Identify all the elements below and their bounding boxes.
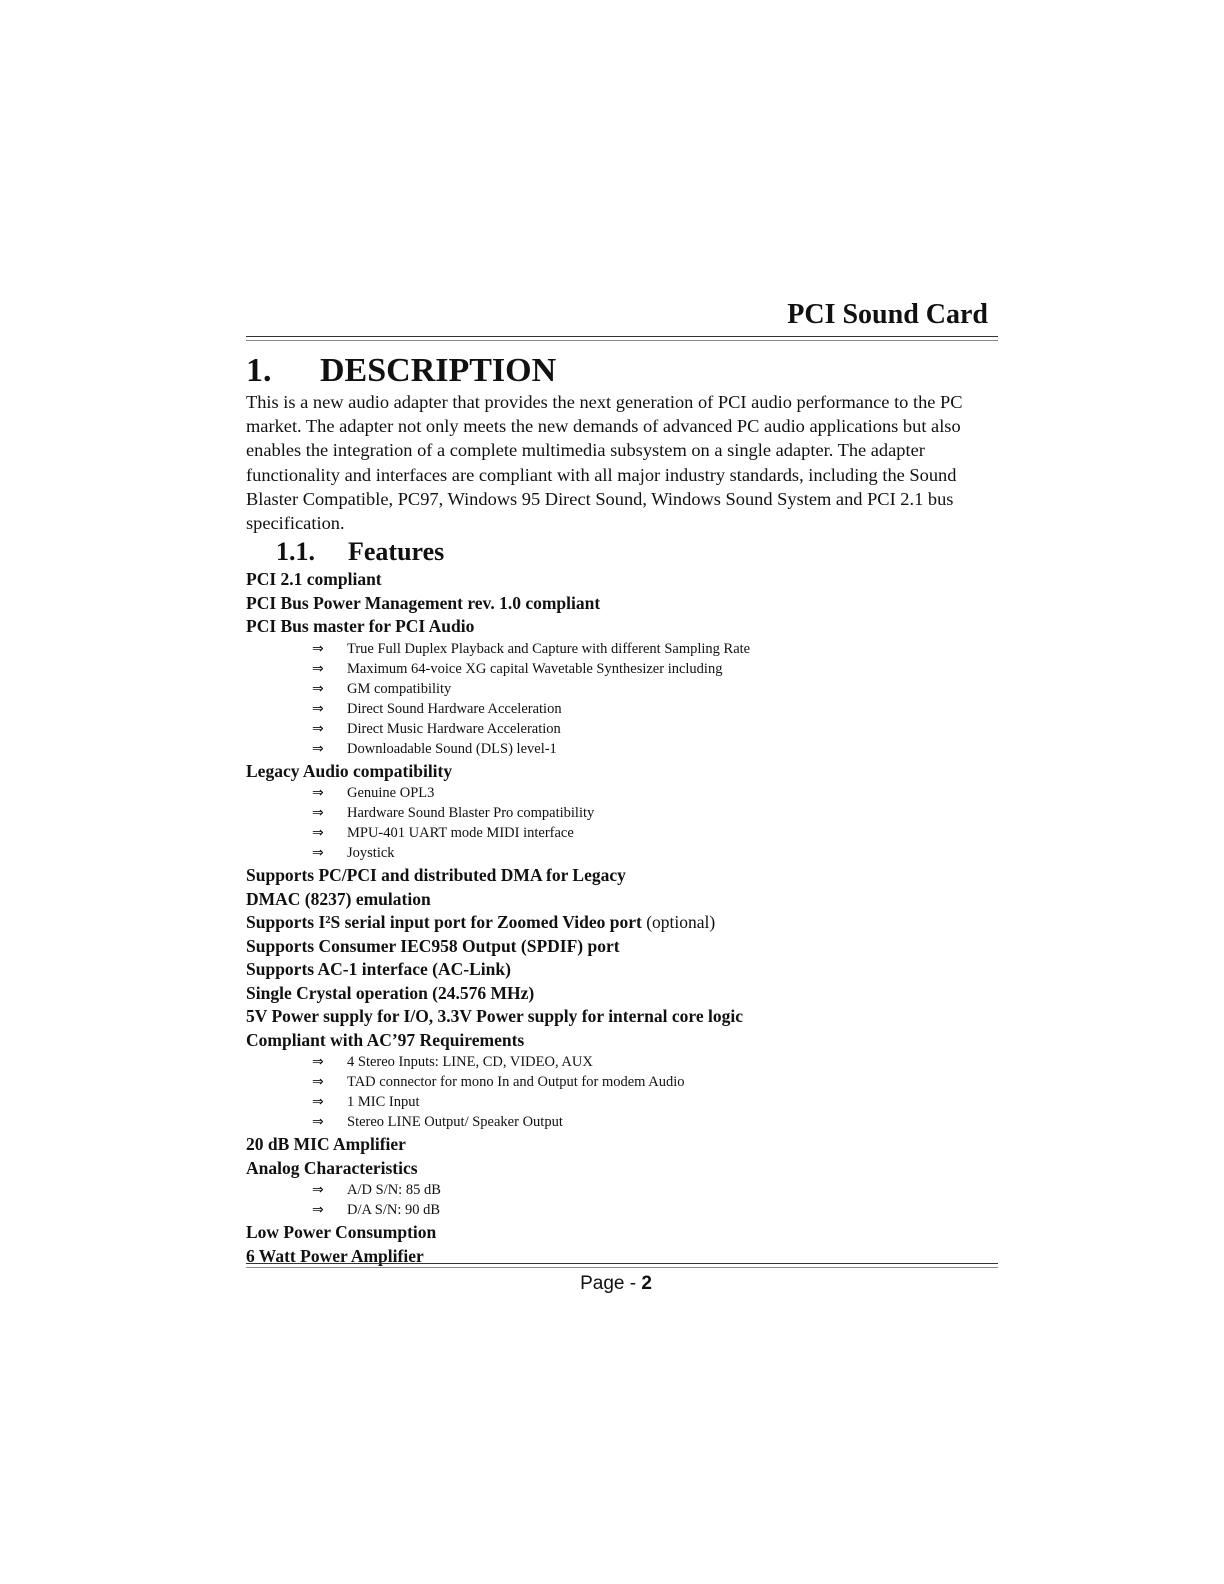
feature-subitem [312, 1072, 986, 1092]
header-rule-secondary [246, 340, 998, 341]
arrow-icon: ⇒ [312, 1074, 324, 1090]
feature-item [246, 1157, 986, 1181]
section-title [246, 351, 556, 391]
feature-text: PCI 2.1 compliant [246, 569, 382, 589]
feature-item [246, 568, 986, 592]
page-label: Page - [580, 1273, 637, 1294]
feature-subitem-text: Direct Music Hardware Acceleration [347, 720, 561, 737]
feature-subitem [312, 1052, 986, 1072]
feature-subitem [312, 803, 986, 823]
feature-subitem-text: MPU-401 UART mode MIDI interface [347, 825, 574, 841]
footer-rule-secondary [246, 1267, 998, 1268]
feature-text: Analog Characteristics [246, 1157, 418, 1178]
feature-subitem [312, 739, 986, 759]
subsection-title [276, 536, 444, 568]
header-rule [246, 336, 998, 337]
arrow-icon: ⇒ [312, 1202, 324, 1218]
feature-subitem [312, 1200, 986, 1220]
description-paragraph: This is a new audio adapter that provides the next generation of PCI audio performance to the PC market. The adapter not only meets the new demands of advanced PC audio applications but also enables the integration of a complete multimedia subsystem on a single adapter. The adapter functionality and interfaces are compliant with all major industry standards, including the Sound Blaster Compatible, PC97, Windows 95 Direct Sound, Windows Sound System and PCI 2.1 bus specification. [246, 392, 963, 534]
feature-text: 20 dB MIC Amplifier [246, 1134, 406, 1154]
feature-subitem [312, 1092, 986, 1112]
feature-subitem-text: GM compatibility [347, 680, 452, 697]
feature-text: 6 Watt Power Amplifier [246, 1245, 424, 1266]
feature-item [246, 935, 986, 959]
arrow-icon: ⇒ [312, 825, 324, 841]
arrow-icon: ⇒ [312, 1182, 324, 1198]
arrow-icon: ⇒ [312, 1094, 324, 1110]
feature-subitem-text: Joystick [347, 845, 395, 861]
feature-sublist [246, 1052, 986, 1132]
feature-subitem-text: Stereo LINE Output/ Speaker Output [347, 1114, 563, 1130]
section-number: 1. [246, 352, 272, 389]
section-heading: DESCRIPTION [320, 352, 557, 389]
page-footer [546, 1272, 686, 1296]
feature-subitem-text: Maximum 64-voice XG capital Wavetable Synthesizer including [347, 660, 723, 677]
feature-text: Legacy Audio compatibility [246, 760, 453, 781]
feature-item [246, 615, 986, 639]
feature-subitem-text: A/D S/N: 85 dB [347, 1182, 441, 1198]
feature-subitem [312, 659, 986, 679]
feature-item [246, 864, 986, 888]
feature-subitem-text: 1 MIC Input [347, 1094, 420, 1110]
feature-subitem [312, 639, 986, 659]
feature-text: DMAC (8237) emulation [246, 888, 431, 909]
feature-subitem [312, 699, 986, 719]
feature-note: (optional) [646, 912, 716, 932]
feature-item [246, 760, 986, 784]
feature-text: Supports PC/PCI and distributed DMA for Legacy [246, 865, 626, 885]
feature-subitem-text: Hardware Sound Blaster Pro compatibility [347, 805, 595, 821]
feature-item [246, 1221, 986, 1245]
feature-text: Single Crystal operation (24.576 MHz) [246, 982, 535, 1003]
feature-subitem [312, 823, 986, 843]
footer-rule [246, 1263, 998, 1264]
feature-sublist [246, 639, 986, 759]
feature-subitem-text: Direct Sound Hardware Acceleration [347, 700, 562, 717]
arrow-icon: ⇒ [312, 1054, 324, 1070]
feature-text: Compliant with AC’97 Requirements [246, 1029, 525, 1050]
feature-subitem [312, 1180, 986, 1200]
feature-text: Low Power Consumption [246, 1222, 437, 1242]
feature-text: Supports Consumer IEC958 Output (SPDIF) port [246, 935, 620, 956]
feature-item [246, 1005, 986, 1029]
subsection-heading: Features [348, 537, 445, 566]
feature-subitem [312, 679, 986, 699]
feature-subitem [312, 1112, 986, 1132]
feature-item [246, 1245, 986, 1269]
feature-item [246, 1029, 986, 1053]
arrow-icon: ⇒ [312, 720, 324, 737]
feature-subitem-text: TAD connector for mono In and Output for modem Audio [347, 1074, 685, 1090]
feature-text: Supports AC-1 interface (AC-Link) [246, 959, 511, 979]
feature-item [246, 982, 986, 1006]
feature-text: PCI Bus Power Management rev. 1.0 compliant [246, 592, 601, 613]
running-header: PCI Sound Card [787, 299, 988, 330]
arrow-icon: ⇒ [312, 700, 324, 717]
feature-text: Supports I²S serial input port for Zoomed Video port [246, 912, 642, 932]
features-list [246, 568, 986, 1268]
feature-subitem [312, 719, 986, 739]
arrow-icon: ⇒ [312, 660, 324, 677]
feature-item [246, 592, 986, 616]
page-number: 2 [641, 1273, 652, 1294]
feature-item [246, 888, 986, 912]
subsection-number: 1.1. [276, 537, 315, 566]
feature-subitem-text: 4 Stereo Inputs: LINE, CD, VIDEO, AUX [347, 1054, 593, 1070]
feature-subitem-text: Downloadable Sound (DLS) level-1 [347, 740, 557, 757]
feature-subitem-text: Genuine OPL3 [347, 785, 435, 801]
feature-sublist [246, 1180, 986, 1220]
feature-text: 5V Power supply for I/O, 3.3V Power supply for internal core logic [246, 1006, 743, 1026]
feature-subitem [312, 843, 986, 863]
arrow-icon: ⇒ [312, 805, 324, 821]
arrow-icon: ⇒ [312, 785, 324, 801]
feature-item [246, 911, 986, 935]
feature-text: PCI Bus master for PCI Audio [246, 616, 475, 636]
feature-subitem-text: True Full Duplex Playback and Capture with different Sampling Rate [347, 640, 751, 657]
feature-subitem-text: D/A S/N: 90 dB [347, 1202, 441, 1218]
arrow-icon: ⇒ [312, 740, 324, 757]
arrow-icon: ⇒ [312, 680, 324, 697]
arrow-icon: ⇒ [312, 1114, 324, 1130]
feature-subitem [312, 783, 986, 803]
arrow-icon: ⇒ [312, 640, 324, 657]
feature-item [246, 958, 986, 982]
feature-item [246, 1133, 986, 1157]
feature-sublist [246, 783, 986, 863]
arrow-icon: ⇒ [312, 845, 324, 861]
